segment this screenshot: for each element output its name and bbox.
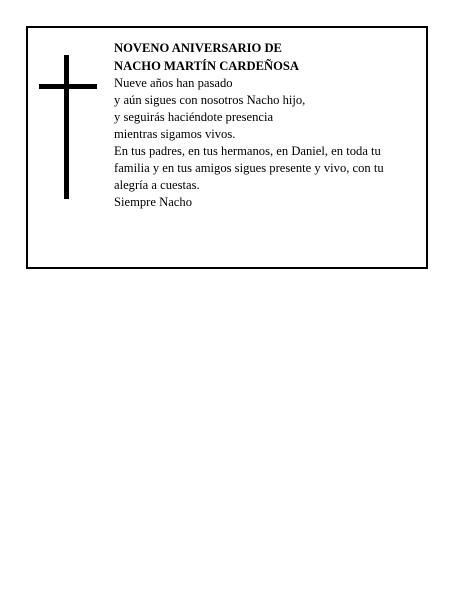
poem-line-4: mientras sigamos vivos. [114, 127, 236, 141]
cross-vertical-bar [64, 55, 69, 199]
poem-line-3: y seguirás haciéndote presencia [114, 110, 274, 124]
notice-title-line-2: NACHO MARTÍN CARDEÑOSA [114, 59, 299, 73]
notice-title-line-1: NOVENO ANIVERSARIO DE [114, 41, 282, 55]
poem-line-2: y aún sigues con nosotros Nacho hijo, [114, 93, 306, 107]
poem-line-1: Nueve años han pasado [114, 76, 233, 90]
tribute-paragraph: En tus padres, en tus hermanos, en Daniel, en toda tu familia y en tus amigos sigues presente y vivo, con tu alegría a cuestas. [114, 144, 384, 192]
closing-line: Siempre Nacho [114, 195, 192, 209]
notice-text [114, 39, 414, 211]
obituary-notice [26, 26, 428, 269]
cross-horizontal-bar [39, 84, 97, 89]
